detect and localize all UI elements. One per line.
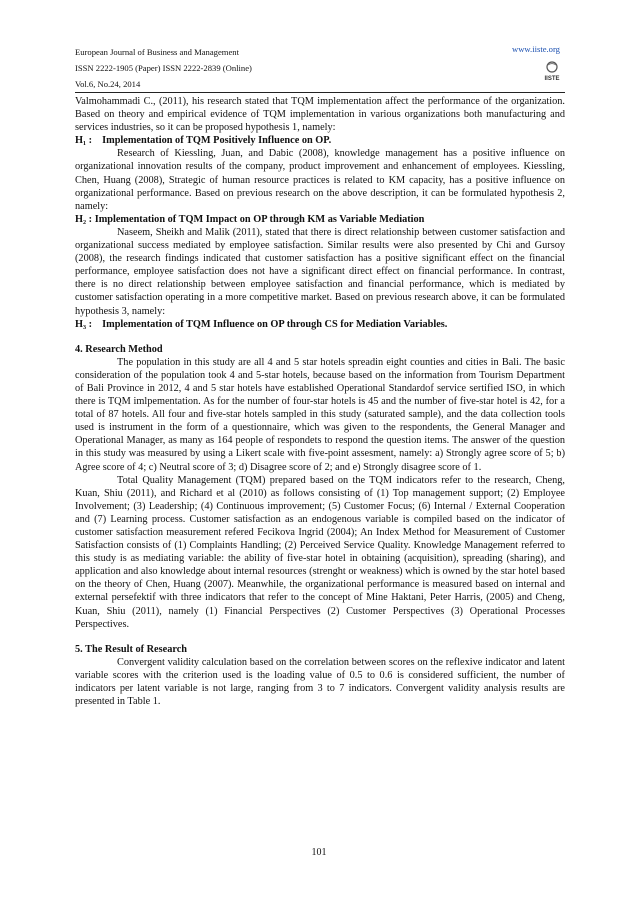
hypothesis-1-label: H₁ : xyxy=(75,135,93,147)
header-divider xyxy=(75,92,565,93)
paragraph-5: Total Quality Management (TQM) prepared based on the TQM indicators refer to the research, Cheng, Kuan, Shiu (2011), and Richard et al (2010) as follows consisting of (1) Top management support; (2) Employee Involvement; (3) Leadership; (4) Continuous improvement; (5) Customer Focus; (6) Internal / External Cooperation and (7) Learning process. Customer satisfaction as an endogenous variable is compiled based on the indicator of customer satisfaction measurement refered Fecikova Ingrid (2004); An Index Method for Measurement of Customer Satisfaction consists of (1) Complaints Handling; (2) Perceived Service Quality. Knowledge Management referred to this study is as mediating variable: the ability of five-star hotel in obtaining (acquisition), spreading (sharing), and application and also knowledge about internal resources (strenght or weakness) which is owned by the star hotel based on the theory of Chen, Huang (2007). Meanwhile, the organizational performance is measured based on internal and external persefektif with three indicators that refer to the concept of Mine Haktani, Peter Harris, (2005) and Cheng, Kuan, Shiu (2011), namely (1) Financial Perspectives (2) Customer Perspectives (3) Operational Processes Perspectives. xyxy=(75,474,565,630)
hypothesis-1-text: Implementation of TQM Positively Influence on OP. xyxy=(102,135,332,147)
paragraph-3: Naseem, Sheikh and Malik (2011), stated that there is direct relationship between customer satisfaction and organizational success mediated by employee satisfaction. Similar results were also presented by Chi and Gursoy (2008), the research findings indicated that customer satisfaction has a positive significant effect on the financial performance, employee satisfaction does not have a significant direct effect on financial performance. In contrast, there is no direct relationship between employee satisfaction and financial performance, which is mediated by customer satisfaction operating in a more competitive market. Based on previous research above, it can be formulated hypothesis 3, namely: xyxy=(75,226,565,317)
hypothesis-1 xyxy=(75,134,565,147)
paragraph-2: Research of Kiessling, Juan, and Dabic (2008), knowledge management has a positive influence on organizational innovation results of the company, product improvement and enhancement of employees. Kiessling, Chen, Huang (2008), Strategic of human resource practices is related to KM capacity, has a positive influence on organizational performance. Based on previous research on the above description, it can be formulated hypothesis 2, namely: xyxy=(75,148,565,212)
journal-volume: Vol.6, No.24, 2014 xyxy=(75,79,141,89)
section-5-heading: 5. The Result of Research xyxy=(75,643,188,655)
paragraph-6: Convergent validity calculation based on the correlation between scores on the reflexive indicator and latent variable scores with the criterion used is the loading value of 0.5 to 0.6 is considered sufficient, the number of indicators per latent variable is not large, ranging from 3 to 7 indicators. Convergent validity analysis results are presented in Table 1. xyxy=(75,656,565,708)
iiste-logo-icon xyxy=(541,60,563,82)
journal-header xyxy=(75,44,565,92)
hypothesis-3-label: H₃ : xyxy=(75,318,93,330)
journal-issn: ISSN 2222-1905 (Paper) ISSN 2222-2839 (Online) xyxy=(75,63,252,73)
hypothesis-2-text: Implementation of TQM Impact on OP through KM as Variable Mediation xyxy=(94,213,425,225)
paper-body xyxy=(75,95,565,708)
hypothesis-3-text: Implementation of TQM Influence on OP through CS for Mediation Variables. xyxy=(102,318,448,330)
journal-title: European Journal of Business and Management xyxy=(75,47,239,57)
paragraph-4: The population in this study are all 4 and 5 star hotels spreadin eight counties and cities in Bali. The basic consideration of the population took 4 and 5-star hotels, because based on the information from Tourism Department of Bali Province in 2012, 4 and 5 star hotels have established Operational Standardof service sertified ISO, in which there is TQM imlpementation. As for the number of four-star hotels is 45 and the number of five-star hotel is 42, for a total of 87 hotels. All four and five-star hotels sampled in this study (saturated sample), and the data collection tools used is instrument in the form of a questionnaire, which was given to the respondents, the General Manager and Operational Manager, as many as 164 people of respondets to respond the question items. The answer of the question in this study was measured by using a Likert scale with five-point assesment, namely: a) Strongly agree score of 5; b) Agree score of 4; c) Neutral score of 3; d) Disagree score of 2; and e) Strongly disagree score of 1. xyxy=(75,356,565,473)
logo-label: IISTE xyxy=(544,76,560,82)
journal-url-link[interactable]: www.iiste.org xyxy=(512,44,560,54)
hypothesis-2 xyxy=(75,213,565,226)
page-number: 101 xyxy=(311,847,327,858)
hypothesis-3 xyxy=(75,318,565,331)
section-4-heading: 4. Research Method xyxy=(75,343,163,355)
paragraph-1: Valmohammadi C., (2011), his research stated that TQM implementation affect the performance of the organization. Based on theory and empirical evidence of TQM implementation in various organizations both manufacturing and services industries, so it can be proposed hypothesis 1, namely: xyxy=(75,96,565,134)
hypothesis-2-label: H₂ : xyxy=(75,213,93,225)
